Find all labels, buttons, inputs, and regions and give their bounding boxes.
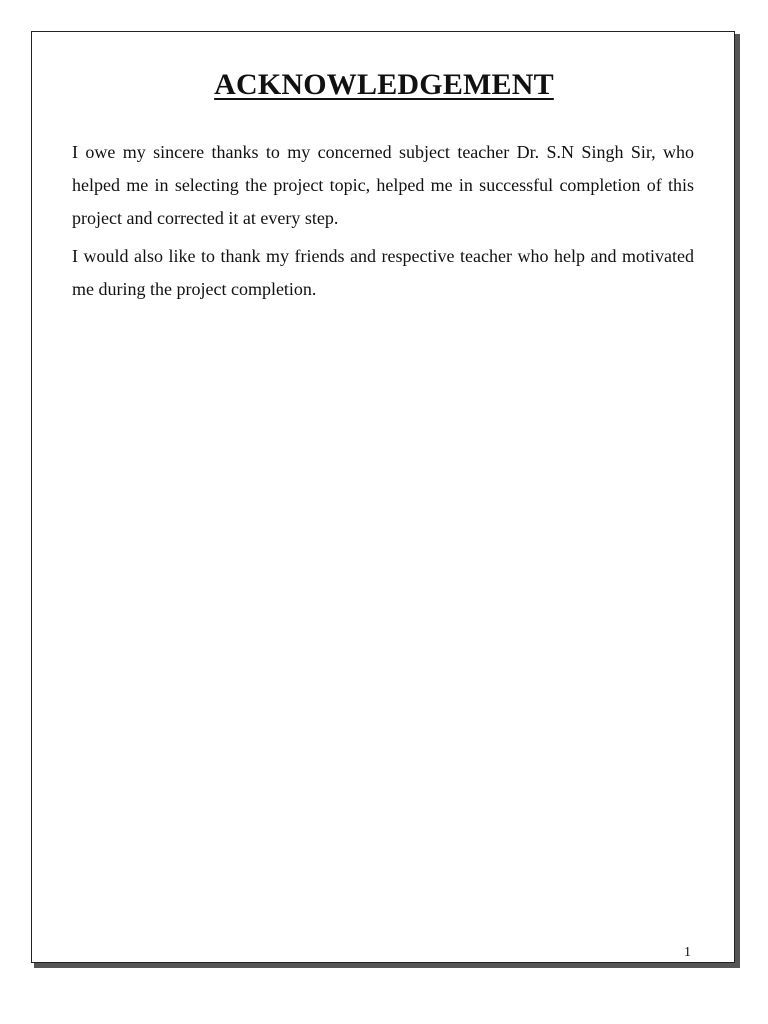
acknowledgement-paragraph-1: I owe my sincere thanks to my concerned subject teacher Dr. S.N Singh Sir, who helped me in selecting the project topic, helped me in successful completion of this project and corrected it at every step.: [72, 142, 694, 228]
acknowledgement-paragraph-2: I would also like to thank my friends and respective teacher who help and motivated me during the project completion.: [72, 246, 694, 299]
page-number: 1: [684, 945, 691, 960]
page-title: ACKNOWLEDGEMENT: [214, 68, 554, 101]
